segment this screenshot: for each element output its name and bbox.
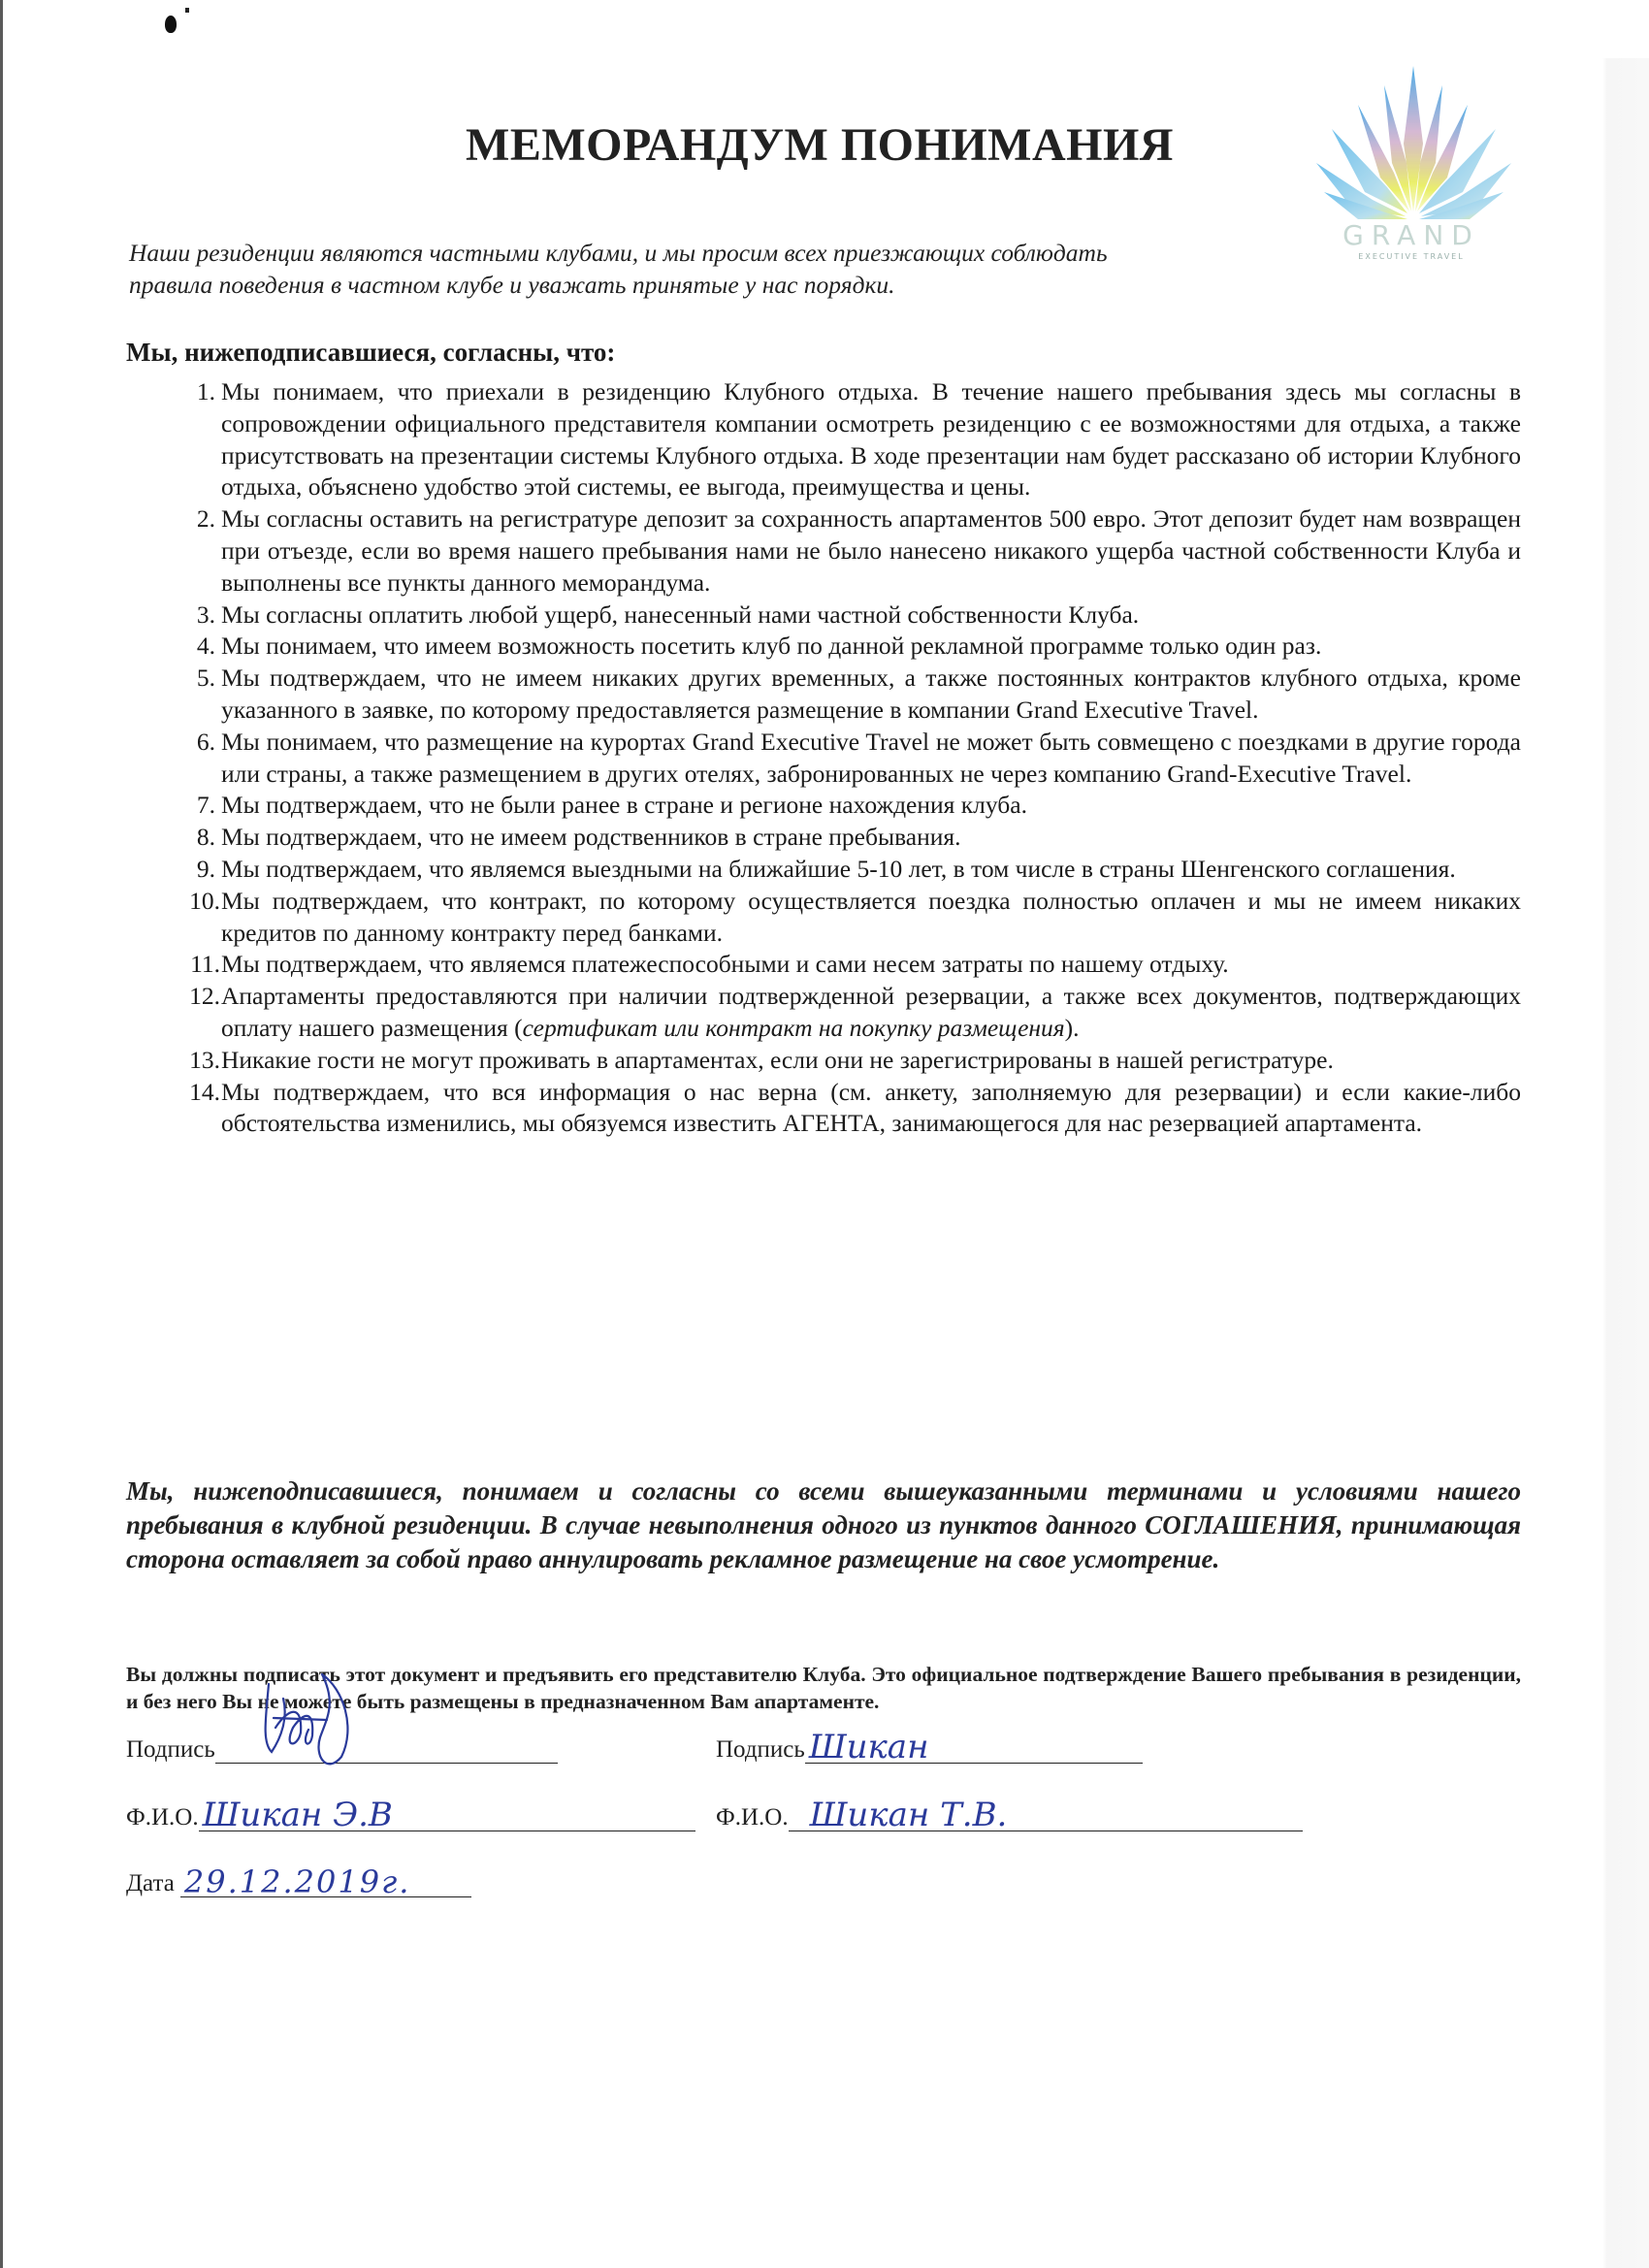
intro-text: Наши резиденции являются частными клубами, и мы просим всех приезжающих соблюдать правила поведения в частном клубе и уважать принятые у нас порядки.	[129, 239, 1108, 299]
item-text: Мы согласны оставить на регистратуре депозит за сохранность апартаментов 500 евро. Этот депозит будет нам возвращен при отъезде, если во время нашего пребывания нами не было нанесено никакого ущерба частной собственности Клуба и выполнены все пункты данного меморандума.	[221, 504, 1521, 597]
right-name-row	[716, 1796, 1303, 1834]
logo-brand: GRAND	[1342, 219, 1480, 251]
item-text-after: ).	[1064, 1013, 1080, 1042]
list-item	[196, 503, 1521, 599]
right-name-value: Шикан Т.В.	[809, 1796, 1008, 1834]
closing-caps: СОГЛАШЕНИЯ	[1145, 1510, 1337, 1539]
list-item	[196, 727, 1521, 791]
signature-label: Подпись	[126, 1736, 215, 1763]
item-text: Мы подтверждаем, что не имеем родственников в стране пребывания.	[221, 823, 961, 852]
item-text: Мы согласны оплатить любой ущерб, нанесенный нами частной собственности Клуба.	[221, 599, 1140, 629]
closing-statement	[126, 1474, 1521, 1576]
date-field[interactable]	[180, 1863, 471, 1900]
item-number: 1.	[196, 377, 215, 405]
item-text: Мы подтверждаем, что контракт, по которому осуществляется поездка полностью оплачен и мы не имеем никаких кредитов по данному контракту перед банками.	[221, 886, 1521, 947]
item-number: 11.	[190, 950, 220, 979]
item-text: Мы подтверждаем, что не имеем никаких других временных, а также постоянных контрактов клубного отдыха, кроме указанного в заявке, по которому предоставляется размещение в компании Grand Executive Travel.	[221, 664, 1521, 724]
right-signature-value: Шикан	[808, 1728, 929, 1766]
logo-tagline: EXECUTIVE TRAVEL	[1358, 252, 1465, 261]
name-label: Ф.И.О.	[716, 1804, 789, 1831]
item-number: 5.	[196, 664, 215, 693]
scan-edge-left	[0, 0, 3, 2268]
left-name-row	[126, 1796, 695, 1834]
terms-list	[189, 376, 1521, 1140]
item-number: 10.	[189, 886, 220, 915]
closing-text-after: , принимающая сторона оставляет за собой право аннулировать рекламное размещение на свое усмотрение.	[126, 1510, 1521, 1573]
scan-speck	[165, 16, 177, 33]
signing-notice: Вы должны подписать этот документ и предъявить его представителю Клуба. Это официальное подтверждение Вашего пребывания в резиденции, и без него Вы не можете быть размещены в предназначенном Вам апартаменте.	[126, 1663, 1521, 1713]
item-text: Мы понимаем, что размещение на курортах Grand Executive Travel не может быть совмещено с поездками в другие города или страны, а также размещением в других отелях, забронированных не через компанию Grand-Executive Travel.	[221, 727, 1521, 788]
list-item	[196, 822, 1521, 854]
name-label: Ф.И.О.	[126, 1804, 199, 1831]
item-text: Мы подтверждаем, что являемся платежеспособными и сами несем затраты по нашему отдыху.	[221, 950, 1229, 979]
left-name-field[interactable]	[199, 1796, 695, 1834]
item-emphasis: сертификат или контракт на покупку размещения	[522, 1013, 1065, 1042]
list-item	[196, 663, 1521, 727]
item-number: 4.	[196, 632, 215, 661]
list-item	[189, 1045, 1521, 1077]
item-number: 9.	[196, 854, 215, 883]
item-number: 6.	[196, 727, 215, 756]
item-number: 2.	[196, 504, 215, 534]
item-text: Апартаменты предоставляются при наличии подтвержденной резервации, а также всех документов, подтверждающих оплату нашего размещения (	[221, 982, 1521, 1042]
left-signature-field[interactable]	[215, 1737, 558, 1764]
signature-label: Подпись	[716, 1736, 805, 1763]
item-text: Мы понимаем, что имеем возможность посетить клуб по данной рекламной программе только один раз.	[221, 632, 1322, 661]
agreement-heading: Мы, нижеподписавшиеся, согласны, что:	[126, 338, 616, 367]
right-signature-row	[716, 1728, 1143, 1766]
list-item	[196, 599, 1521, 632]
list-item	[189, 1077, 1521, 1141]
list-item	[196, 854, 1521, 886]
date-value: 29.12.2019г.	[183, 1863, 411, 1900]
list-item	[196, 790, 1521, 822]
item-text: Мы подтверждаем, что являемся выездными на ближайшие 5-10 лет, в том числе в страны Шенгенского соглашения.	[221, 854, 1456, 883]
item-number: 8.	[196, 823, 215, 852]
item-number: 14.	[189, 1077, 220, 1106]
list-item	[190, 949, 1521, 981]
list-item	[196, 376, 1521, 503]
scan-edge-right	[1602, 58, 1649, 2268]
item-number: 12.	[189, 982, 220, 1011]
item-text: Мы понимаем, что приехали в резиденцию Клубного отдыха. В течение нашего пребывания здесь мы согласны в сопровождении официального представителя компании осмотреть резиденцию с ее возможностями для отдыха, а также присутствовать на презентации системы Клубного отдыха. В ходе презентации нам будет рассказано об истории Клубного отдыха, объяснено удобство этой системы, ее выгода, преимущества и цены.	[221, 377, 1521, 502]
item-number: 13.	[189, 1045, 220, 1074]
item-text: Мы подтверждаем, что вся информация о нас верна (см. анкету, заполняемую для резервации) и если какие-либо обстоятельства изменились, мы обязуемся известить АГЕНТА, занимающегося для нас резервацией апартамента.	[221, 1077, 1521, 1138]
date-row	[126, 1863, 471, 1900]
item-number: 3.	[196, 599, 215, 629]
list-item	[196, 631, 1521, 663]
document-title: МЕМОРАНДУМ ПОНИМАНИЯ	[466, 119, 1174, 171]
handwritten-signature-icon	[254, 1660, 361, 1776]
list-item	[189, 981, 1521, 1045]
right-signature-field[interactable]	[805, 1728, 1143, 1766]
closing-text: Мы, нижеподписавшиеся, понимаем и согласны со всеми вышеуказанными терминами и условиями нашего пребывания в клубной резиденции. В случае невыполнения одного из пунктов данного	[126, 1476, 1521, 1539]
item-text: Никакие гости не могут проживать в апартаментах, если они не зарегистрированы в нашей регистратуре.	[221, 1045, 1334, 1074]
left-name-value: Шикан Э.В	[202, 1796, 393, 1834]
right-name-field[interactable]	[789, 1796, 1303, 1834]
date-label: Дата	[126, 1870, 175, 1896]
item-number: 7.	[196, 791, 215, 820]
left-signature-row	[126, 1736, 558, 1764]
item-text: Мы подтверждаем, что не были ранее в стране и регионе нахождения клуба.	[221, 791, 1027, 820]
list-item	[189, 886, 1521, 950]
scan-speck	[185, 8, 189, 13]
